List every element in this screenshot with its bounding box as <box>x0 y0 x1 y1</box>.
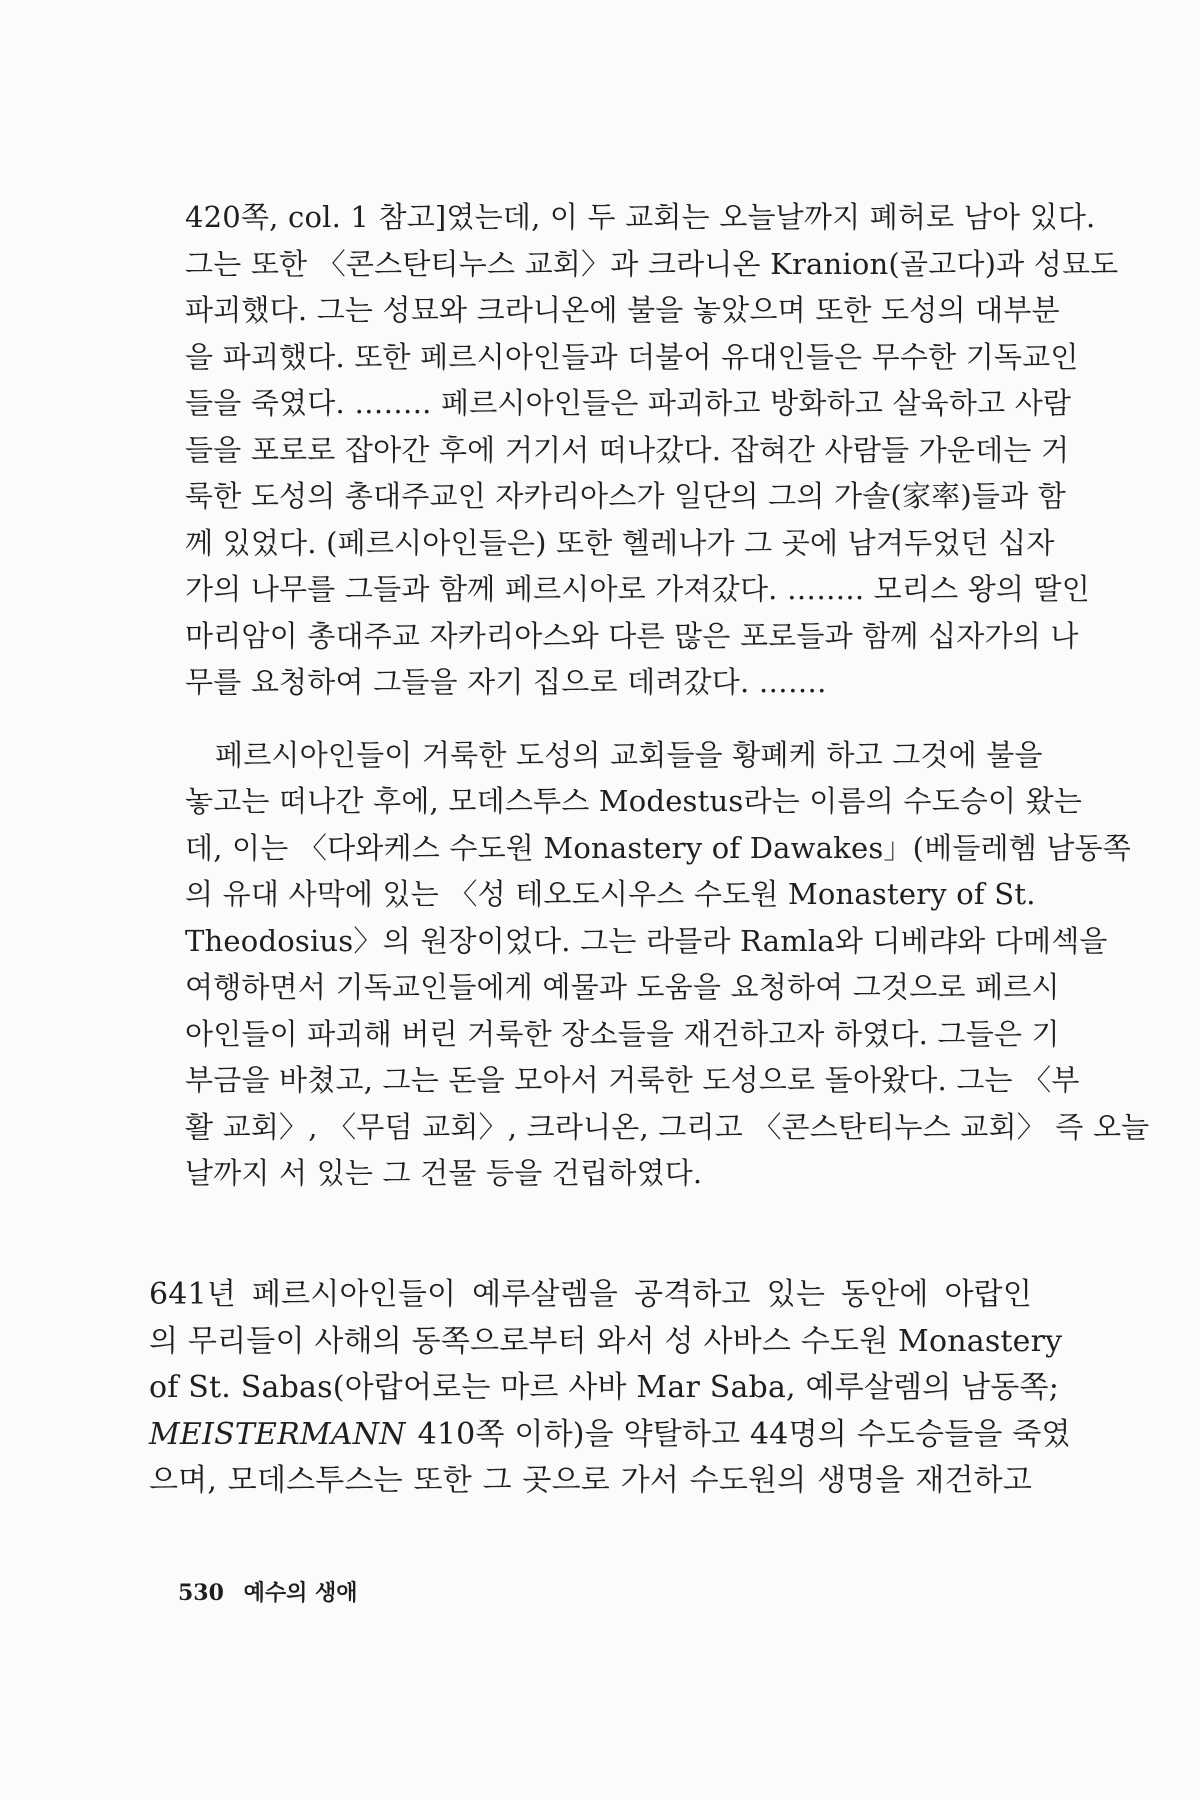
page-footer <box>178 1578 358 1608</box>
quote-line: 파괴했다. 그는 성묘와 크라니온에 불을 놓았으며 또한 도성의 대부분 <box>185 293 1060 327</box>
quote-line: 룩한 도성의 총대주교인 자카리아스가 일단의 그의 가솔(家率)들과 함 <box>185 479 1066 513</box>
quote-line: 가의 나무를 그들과 함께 페르시아로 가져갔다. …….. 모리스 왕의 딸인 <box>185 572 1090 606</box>
quote-line: 놓고는 떠나간 후에, 모데스투스 Modestus라는 이름의 수도승이 왔는 <box>185 784 1083 818</box>
quote-line: 여행하면서 기독교인들에게 예물과 도움을 요청하여 그것으로 페르시 <box>185 970 1060 1004</box>
quote-line: 들을 죽였다. …….. 페르시아인들은 파괴하고 방화하고 살육하고 사람 <box>185 386 1072 420</box>
quote-line: 그는 또한 〈콘스탄티누스 교회〉과 크라니온 Kranion(골고다)과 성묘도 <box>185 247 1119 281</box>
body-line: 641년 페르시아인들이 예루살렘을 공격하고 있는 동안에 아랍인 <box>149 1277 1032 1312</box>
body-line: 으며, 모데스투스는 또한 그 곳으로 가서 수도원의 생명을 재건하고 <box>149 1463 1032 1498</box>
quote-line: 무를 요청하여 그들을 자기 집으로 데려갔다. ……. <box>185 665 827 699</box>
body-line: 의 무리들이 사해의 동쪽으로부터 와서 성 사바스 수도원 Monastery <box>149 1324 1063 1359</box>
quote-line: 420쪽, col. 1 참고]였는데, 이 두 교회는 오늘날까지 폐허로 남아 있다. <box>185 200 1096 234</box>
author-reference: MEISTERMANN <box>149 1417 406 1452</box>
quote-line: 께 있었다. (페르시아인들은) 또한 헬레나가 그 곳에 남겨두었던 십자 <box>185 526 1055 560</box>
quote-line: 을 파괴했다. 또한 페르시아인들과 더불어 유대인들은 무수한 기독교인 <box>185 340 1079 374</box>
quote-line: 들을 포로로 잡아간 후에 거기서 떠나갔다. 잡혀간 사람들 가운데는 거 <box>185 433 1070 467</box>
quote-line: 데, 이는 〈다와케스 수도원 Monastery of Dawakes」(베들레헴 남동쪽 <box>185 831 1132 865</box>
quote-line-indent: 페르시아인들이 거룩한 도성의 교회들을 황폐케 하고 그것에 불을 <box>215 738 1043 772</box>
running-title: 예수의 생애 <box>243 1580 358 1606</box>
quote-line: 의 유대 사막에 있는 〈성 테오도시우스 수도원 Monastery of St. <box>185 877 1036 911</box>
quote-line: 활 교회〉, 〈무덤 교회〉, 크라니온, 그리고 〈콘스탄티누스 교회〉 즉 오늘 <box>185 1110 1150 1144</box>
body-line <box>149 1415 1071 1455</box>
body-line-rest: 410쪽 이하)을 약탈하고 44명의 수도승들을 죽였 <box>417 1417 1071 1452</box>
quote-line: 아인들이 파괴해 버린 거룩한 장소들을 재건하고자 하였다. 그들은 기 <box>185 1017 1060 1051</box>
quote-line: Theodosius〉의 원장이었다. 그는 라믈라 Ramla와 디베랴와 다메섹을 <box>185 924 1108 958</box>
quote-line: 날까지 서 있는 그 건물 등을 건립하였다. <box>185 1156 703 1190</box>
page-number: 530 <box>178 1580 224 1606</box>
quote-line: 부금을 바쳤고, 그는 돈을 모아서 거룩한 도성으로 돌아왔다. 그는 〈부 <box>185 1063 1080 1097</box>
quote-line: 마리암이 총대주교 자카리아스와 다른 많은 포로들과 함께 십자가의 나 <box>185 619 1079 653</box>
body-line: of St. Sabas(아랍어로는 마르 사바 Mar Saba, 예루살렘의 남동쪽; <box>149 1370 1059 1405</box>
